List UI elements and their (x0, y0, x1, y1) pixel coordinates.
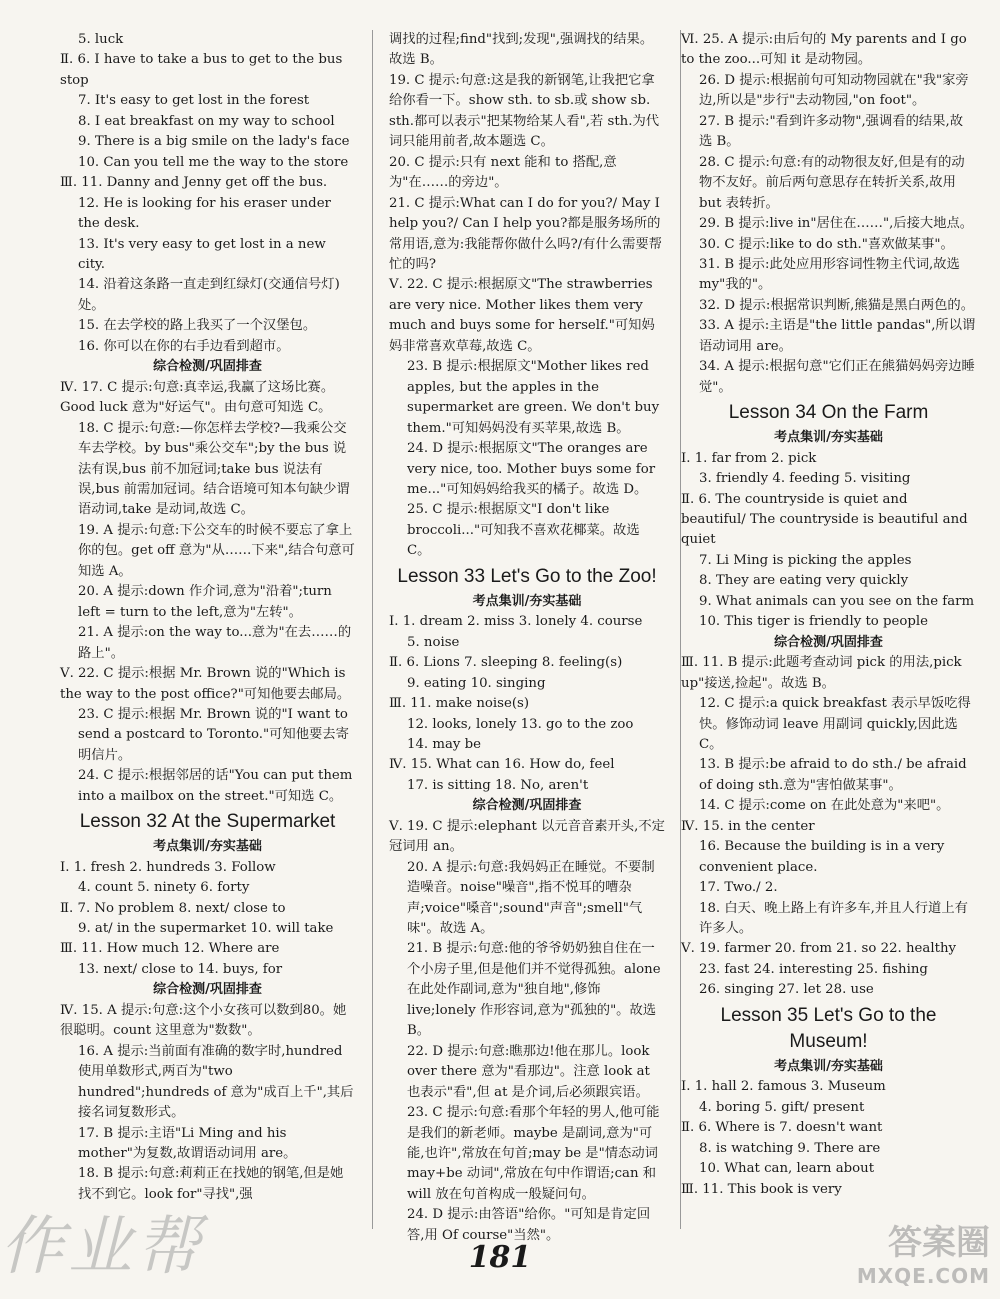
answer-line: 24. D 提示:由答语"给你。"可知是肯定回答,用 Of course"当然"。 (407, 1207, 651, 1243)
answer-line: Ⅲ. 11. This book is very (681, 1181, 842, 1197)
answer-line: 13. It's very easy to get lost in a new city. (78, 236, 326, 272)
answer-line: 12. He is looking for his eraser under the desk. (78, 195, 331, 232)
column-middle (372, 30, 665, 1243)
column-left (60, 30, 355, 1229)
answer-line: 7. It's easy to get lost in the forest (78, 93, 310, 109)
watermark-right (790, 1215, 990, 1295)
answer-line: Ⅱ. 6. I have to take a bus to get to the bus stop (60, 52, 343, 88)
answer-line: 23. C 提示:根据 Mr. Brown 说的"I want to send a postcard to Toronto."可知他要去寄明信片。 (78, 706, 349, 763)
answer-line: Ⅱ. 6. Lions 7. sleeping 8. feeling(s) (389, 655, 623, 671)
answer-line: 调找的过程;find"找到;发现",强调找的结果。故选 B。 (389, 32, 654, 68)
answer-line: 20. C 提示:只有 next 能和 to 搭配,意为"在……的旁边"。 (389, 154, 617, 191)
answer-line: 17. B 提示:主语"Li Ming and his mother"为复数,故谓语动词用 are。 (78, 1125, 297, 1162)
answer-line: 18. B 提示:句意:莉莉正在找她的钢笔,但是她找不到它。look for"寻找",强 (78, 1166, 344, 1202)
answer-line: Ⅱ. 7. No problem 8. next/ close to (60, 900, 286, 916)
section-heading: 综合检测/巩固排查 (774, 634, 883, 650)
answer-line: 18. 白天、晚上路上有许多车,并且人行道上有许多人。 (699, 900, 968, 937)
section-heading: 综合检测/巩固排查 (472, 798, 582, 814)
answer-line: 9. eating 10. singing (407, 675, 546, 691)
answer-line: 8. is watching 9. There are (699, 1140, 881, 1156)
answer-line: 21. A 提示:on the way to...意为"在去……的路上"。 (78, 625, 352, 661)
answer-line: Ⅱ. 6. Where is 7. doesn't want (681, 1120, 883, 1136)
answer-line: 21. B 提示:句意:他的爷爷奶奶独自住在一个小房子里,但是他们并不觉得孤独。alone 在此处作副词,意为"独自地",修饰 live;lonely 作形容词,意为"孤独的"。故选 B。 (407, 941, 661, 1039)
answer-line: Ⅲ. 11. How much 12. Where are (60, 941, 280, 957)
answer-line: 13. next/ close to 14. buys, for (78, 961, 283, 977)
answer-line: 26. singing 27. let 28. use (699, 982, 874, 998)
answer-line: 19. A 提示:句意:下公交车的时候不要忘了拿上你的包。get off 意为"从……下来",结合句意可知选 A。 (78, 522, 355, 579)
answer-line: 3. friendly 4. feeding 5. visiting (699, 471, 911, 487)
answer-line: 22. D 提示:句意:瞧那边!他在那儿。look over there 意为"看那边"。注意 look at 也表示"看",但 at 是介词,后必须跟宾语。 (407, 1043, 650, 1100)
section-heading: 考点集训/夯实基础 (774, 430, 883, 446)
watermark-logo-text: 答案圈 (888, 1223, 990, 1263)
answer-line: Ⅵ. 25. A 提示:由后句的 My parents and I go to the zoo...可知 it 是动物园。 (681, 32, 967, 68)
answer-line: 23. B 提示:根据原文"Mother likes red apples, but the apples in the supermarket are green. We don't buy them."可知妈妈没有买苹果,故选 B。 (407, 359, 660, 436)
answer-line: 9. What animals can you see on the farm (699, 593, 975, 609)
answer-line: Ⅲ. 11. B 提示:此题考查动词 pick 的用法,pick up"接送,捡起"。故选 B。 (681, 655, 962, 691)
answer-line: 12. C 提示:a quick breakfast 表示早饭吃得快。修饰动词 leave 用副词 quickly,因此选 C。 (699, 696, 971, 752)
answer-line: 12. looks, lonely 13. go to the zoo (407, 716, 634, 732)
answer-line: Ⅴ. 22. C 提示:根据 Mr. Brown 说的"Which is the way to the post office?"可知他要去邮局。 (60, 666, 351, 702)
answer-line: 19. C 提示:句意:这是我的新钢笔,让我把它拿给你看一下。show sth. to sb.或 show sb. sth.都可以表示"把某物给某人看",若 sth.为代词只能用前者,故本题选 C。 (389, 72, 660, 150)
answer-line: 16. Because the building is in a very convenient place. (699, 839, 945, 875)
answer-line: Ⅴ. 22. C 提示:根据原文"The strawberries are very nice. Mother likes them very much and buys some for herself."可知妈妈非常喜欢草莓,故选 C。 (389, 277, 655, 354)
answer-line: 14. 沿着这条路一直走到红绿灯(交通信号灯)处。 (78, 277, 340, 313)
section-heading: 考点集训/夯实基础 (774, 1058, 883, 1074)
answer-line: 10. This tiger is friendly to people (699, 614, 929, 630)
answer-line: 18. C 提示:句意:—你怎样去学校?—我乘公交车去学校。by bus"乘公交车";by the bus 说法有误,bus 前不加冠词;take bus 说法有误,bus 前需加冠词。结合语境可知本句缺少谓语动词,take 是动词,故选 C。 (78, 420, 350, 518)
answer-line: Ⅲ. 11. Danny and Jenny get off the bus. (60, 175, 328, 191)
answer-line: 26. D 提示:根据前句可知动物园就在"我"家旁边,所以是"步行"去动物园,"on foot"。 (699, 72, 969, 109)
answer-line: Ⅱ. 6. The countryside is quiet and beautiful/ The countryside is beautiful and quiet (681, 491, 968, 548)
answer-line: 15. 在去学校的路上我买了一个汉堡包。 (78, 318, 317, 334)
answer-line: Ⅰ. 1. fresh 2. hundreds 3. Follow (60, 859, 276, 875)
answer-line: 14. C 提示:come on 在此处意为"来吧"。 (699, 798, 950, 814)
answer-line: Ⅲ. 11. make noise(s) (389, 696, 530, 712)
answer-line: 9. There is a big smile on the lady's face (78, 134, 350, 150)
answer-line: 24. C 提示:根据邻居的话"You can put them into a mailbox on the street."可知选 C。 (78, 768, 353, 804)
lesson-heading: Lesson 34 On the Farm (728, 402, 929, 424)
lesson-heading: Lesson 35 Let's Go to the Museum! (720, 1004, 937, 1052)
lesson-heading: Lesson 33 Let's Go to the Zoo! (397, 565, 657, 587)
answer-line: 25. C 提示:根据原文"I don't like broccoli..."可知我不喜欢花椰菜。故选 C。 (407, 502, 640, 559)
answer-line: 34. A 提示:根据句意"它们正在熊猫妈妈旁边睡觉"。 (699, 359, 975, 395)
watermark-left: 作业帮 (0, 1210, 204, 1284)
lesson-heading: Lesson 32 At the Supermarket (79, 811, 336, 833)
answer-line: 8. They are eating very quickly (699, 573, 909, 589)
answer-line: 24. D 提示:根据原文"The oranges are very nice, too. Mother buys some for me..."可知妈妈给我买的橘子。故选 D。 (407, 441, 656, 497)
answer-line: Ⅳ. 15. A 提示:句意:这个小女孩可以数到80。她很聪明。count 这里意为"数数"。 (60, 1002, 347, 1039)
answer-line: 10. What can, learn about (699, 1161, 875, 1177)
answer-line: Ⅰ. 1. dream 2. miss 3. lonely 4. course (389, 614, 643, 630)
answer-line: 13. B 提示:be afraid to do sth./ be afraid of doing sth.意为"害怕做某事"。 (699, 757, 967, 793)
answer-line: 21. C 提示:What can I do for you?/ May I help you?/ Can I help you?都是服务场所的常用语,意为:我能帮你做什么吗?/有什么需要帮忙的吗? (389, 195, 662, 272)
answer-line: Ⅰ. 1. hall 2. famous 3. Museum (681, 1079, 886, 1095)
answer-line: 16. 你可以在你的右手边看到超市。 (78, 338, 290, 354)
answer-line: 27. B 提示:"看到许多动物",强调看的结果,故选 B。 (699, 113, 963, 150)
answer-line: 23. C 提示:句意:看那个年轻的男人,他可能是我们的新老师。maybe 是副词,意为"可能,也许",常放在句首;may be 是"情态动词 may+be 动词",常放在句中作谓语;can 和 will 放在句首构成一般疑问句。 (407, 1105, 660, 1202)
answer-line: 5. luck (78, 32, 124, 47)
answer-line: 31. B 提示:此处应用形容词性物主代词,故选 my"我的"。 (699, 256, 960, 293)
answer-line: 33. A 提示:主语是"the little pandas",所以谓语动词用 are。 (699, 318, 976, 354)
page-number: 181 (468, 1240, 532, 1275)
answer-line: 5. noise (407, 634, 460, 650)
section-heading: 综合检测/巩固排查 (153, 359, 262, 375)
watermark-url: MXQE.COM (856, 1264, 990, 1288)
answer-line: 23. fast 24. interesting 25. fishing (699, 961, 928, 977)
answer-line: 17. Two./ 2. (699, 880, 778, 896)
section-heading: 综合检测/巩固排查 (153, 982, 262, 998)
answer-line: 14. may be (407, 736, 482, 752)
answer-line: Ⅳ. 15. What can 16. How do, feel (389, 757, 615, 773)
answer-line: Ⅳ. 15. in the center (681, 818, 815, 834)
answer-line: 10. Can you tell me the way to the store (78, 154, 349, 170)
answer-line: Ⅳ. 17. C 提示:句意:真幸运,我赢了这场比赛。Good luck 意为"好运气"。由句意可知选 C。 (60, 379, 335, 416)
answer-line: 17. is sitting 18. No, aren't (407, 777, 589, 793)
answer-line: 4. count 5. ninety 6. forty (78, 880, 250, 896)
column-right (680, 30, 976, 1229)
answer-line: Ⅰ. 1. far from 2. pick (681, 450, 817, 466)
answer-line: 30. C 提示:like to do sth."喜欢做某事"。 (699, 236, 954, 252)
answer-line: 20. A 提示:down 作介词,意为"沿着";turn left = turn to the left,意为"左转"。 (78, 584, 332, 620)
answer-line: Ⅴ. 19. C 提示:elephant 以元音音素开头,不定冠词用 an。 (389, 818, 665, 855)
answer-line: 29. B 提示:live in"居住在……",后接大地点。 (699, 216, 974, 232)
answer-line: Ⅴ. 19. farmer 20. from 21. so 22. healthy (681, 941, 957, 957)
answer-line: 32. D 提示:根据常识判断,熊猫是黑白两色的。 (699, 297, 975, 313)
answer-line: 20. A 提示:句意:我妈妈正在睡觉。不要制造噪音。noise"噪音",指不悦耳的嘈杂声;voice"嗓音";sound"声音";smell"气味"。故选 A。 (407, 859, 655, 937)
answer-line: 28. C 提示:句意:有的动物很友好,但是有的动物不友好。前后两句意思存在转折关系,故用 but 表转折。 (699, 154, 965, 211)
section-heading: 考点集训/夯实基础 (153, 839, 262, 855)
answer-line: 7. Li Ming is picking the apples (699, 552, 912, 568)
answer-line: 16. A 提示:当前面有准确的数字时,hundred使用单数形式,两百为"two hundred";hundreds of 意为"成百上千",其后接名词复数形式。 (78, 1043, 354, 1121)
section-heading: 考点集训/夯实基础 (472, 593, 582, 609)
answer-line: 9. at/ in the supermarket 10. will take (78, 921, 334, 937)
answer-line: 4. boring 5. gift/ present (699, 1099, 865, 1115)
answer-line: 8. I eat breakfast on my way to school (78, 113, 335, 129)
